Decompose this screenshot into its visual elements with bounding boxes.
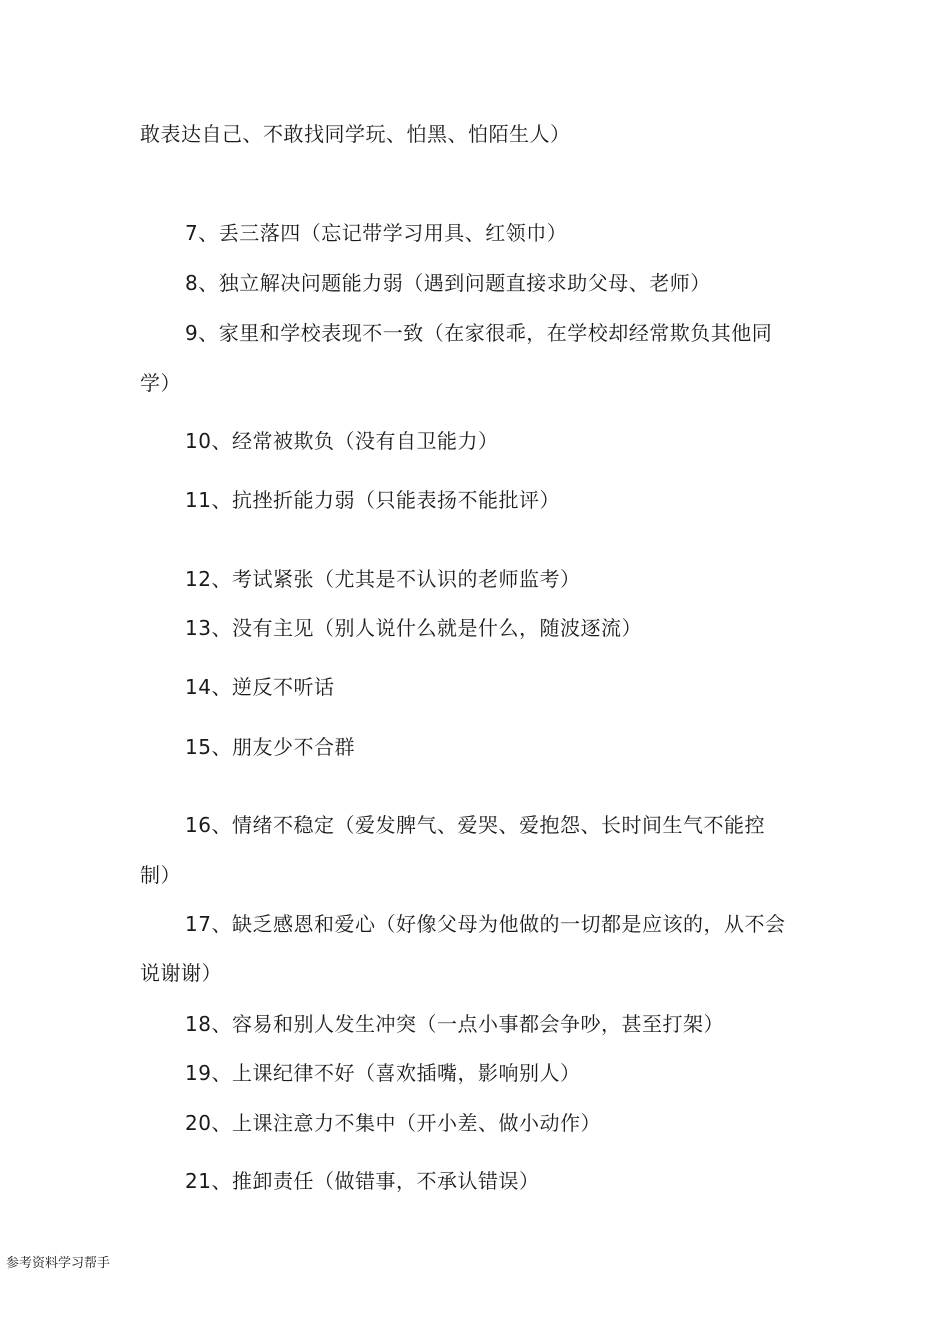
list-item: 14、逆反不听话 bbox=[185, 675, 335, 699]
list-item: 15、朋友少不合群 bbox=[185, 735, 355, 759]
list-item: 16、情绪不稳定（爱发脾气、爱哭、爱抱怨、长时间生气不能控 bbox=[185, 813, 765, 837]
list-item: 10、经常被欺负（没有自卫能力） bbox=[185, 429, 499, 453]
list-item: 11、抗挫折能力弱（只能表扬不能批评） bbox=[185, 488, 560, 512]
list-item: 17、缺乏感恩和爱心（好像父母为他做的一切都是应该的，从不会 bbox=[185, 912, 786, 936]
list-item-continuation: 说谢谢） bbox=[140, 961, 222, 985]
list-item: 20、上课注意力不集中（开小差、做小动作） bbox=[185, 1111, 601, 1135]
list-item: 19、上课纪律不好（喜欢插嘴，影响别人） bbox=[185, 1061, 581, 1085]
list-item: 8、独立解决问题能力弱（遇到问题直接求助父母、老师） bbox=[185, 271, 711, 295]
page-footer: 参考资料学习帮手 bbox=[6, 1256, 111, 1271]
list-item: 21、推卸责任（做错事，不承认错误） bbox=[185, 1169, 540, 1193]
list-item: 12、考试紧张（尤其是不认识的老师监考） bbox=[185, 567, 581, 591]
list-item-continuation: 学） bbox=[140, 371, 181, 395]
list-item: 13、没有主见（别人说什么就是什么，随波逐流） bbox=[185, 616, 642, 640]
list-item: 9、家里和学校表现不一致（在家很乖，在学校却经常欺负其他同 bbox=[185, 321, 773, 345]
list-item-continuation: 制） bbox=[140, 863, 181, 887]
list-item: 7、丢三落四（忘记带学习用具、红领巾） bbox=[185, 221, 568, 245]
list-item: 18、容易和别人发生冲突（一点小事都会争吵，甚至打架） bbox=[185, 1012, 724, 1036]
text-line: 敢表达自己、不敢找同学玩、怕黑、怕陌生人） bbox=[140, 122, 571, 146]
